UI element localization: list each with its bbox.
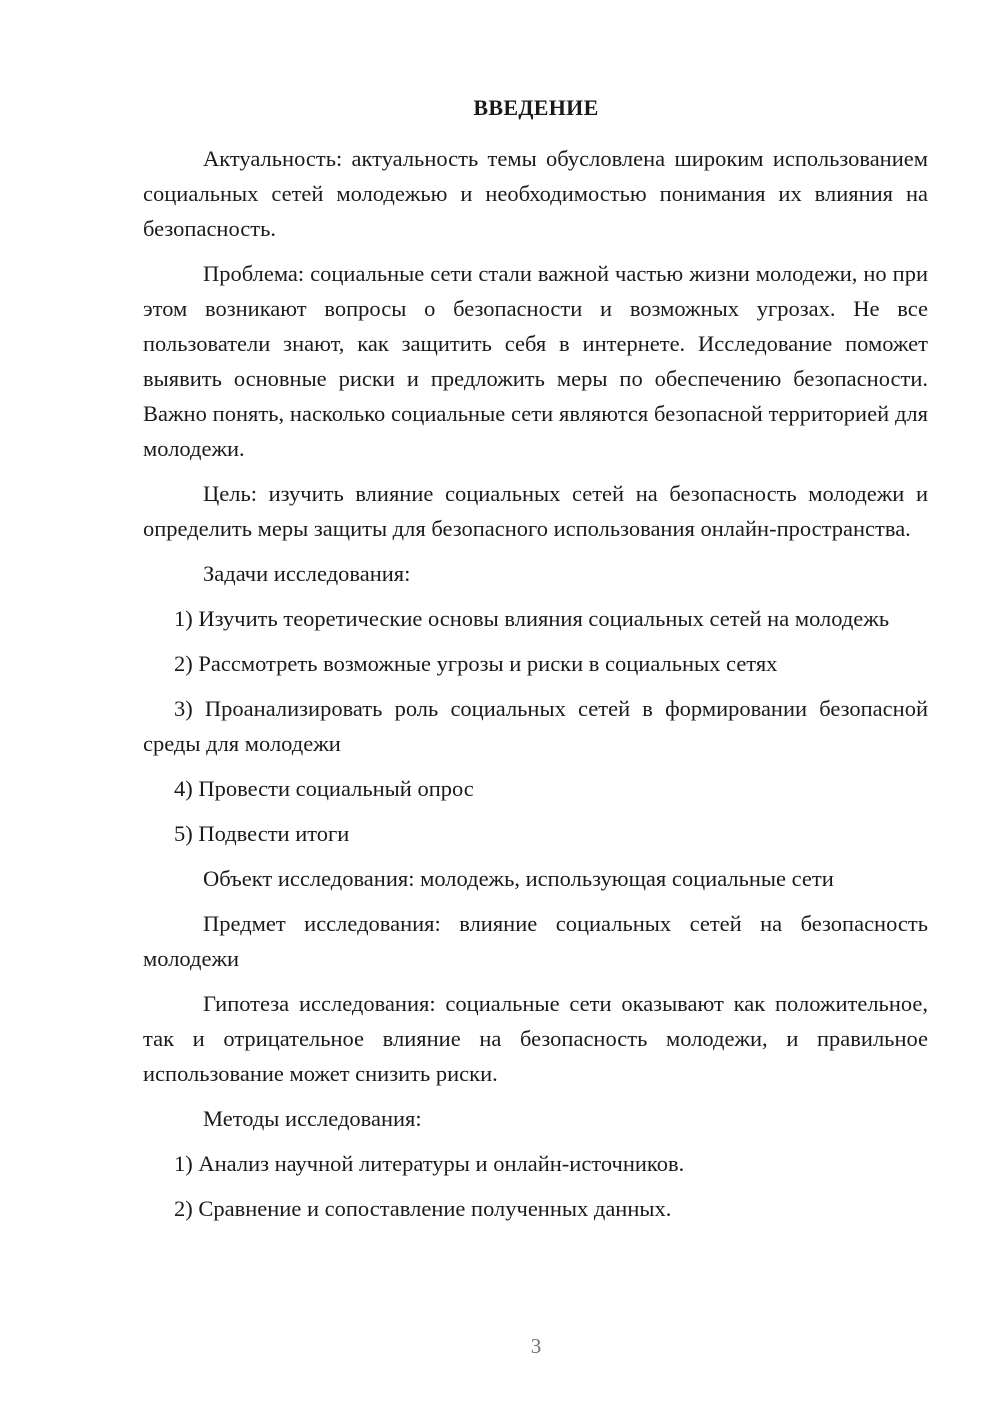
task-item-2: 2) Рассмотреть возможные угрозы и риски в социальных сетях: [174, 651, 778, 676]
document-body: [143, 141, 928, 1226]
method-item-2: 2) Сравнение и сопоставление полученных данных.: [174, 1196, 672, 1221]
tasks-title: Задачи исследования:: [203, 561, 411, 586]
task-item-4: 4) Провести социальный опрос: [174, 776, 474, 801]
goal-paragraph: Цель: изучить влияние социальных сетей на безопасность молодежи и определить меры защиты для безопасного использования онлайн-пространства.: [143, 481, 928, 541]
object-paragraph: Объект исследования: молодежь, использующая социальные сети: [203, 866, 834, 891]
methods-title: Методы исследования:: [203, 1106, 422, 1131]
task-item-1: 1) Изучить теоретические основы влияния социальных сетей на молодежь: [174, 606, 890, 631]
relevance-paragraph: Актуальность: актуальность темы обусловлена широким использованием социальных сетей молодежью и необходимостью понимания их влияния на безопасность.: [143, 146, 928, 241]
task-item-5: 5) Подвести итоги: [174, 821, 350, 846]
problem-paragraph: Проблема: социальные сети стали важной частью жизни молодежи, но при этом возникают вопросы о безопасности и возможных угрозах. Не все пользователи знают, как защитить себя в интернете. Исследование поможет выявить основные риски и предложить меры по обеспечению безопасности. Важно понять, насколько социальные сети являются безопасной территорией для молодежи.: [143, 261, 928, 461]
task-item-3: 3) Проанализировать роль социальных сетей в формировании безопасной среды для молодежи: [143, 696, 928, 756]
hypothesis-paragraph: Гипотеза исследования: социальные сети оказывают как положительное, так и отрицательное влияние на безопасность молодежи, и правильное использование может снизить риски.: [143, 991, 928, 1086]
section-heading: ВВЕДЕНИЕ: [473, 95, 599, 120]
subject-paragraph: Предмет исследования: влияние социальных сетей на безопасность молодежи: [143, 911, 928, 971]
method-item-1: 1) Анализ научной литературы и онлайн-источников.: [174, 1151, 685, 1176]
page-number: 3: [530, 1334, 542, 1358]
